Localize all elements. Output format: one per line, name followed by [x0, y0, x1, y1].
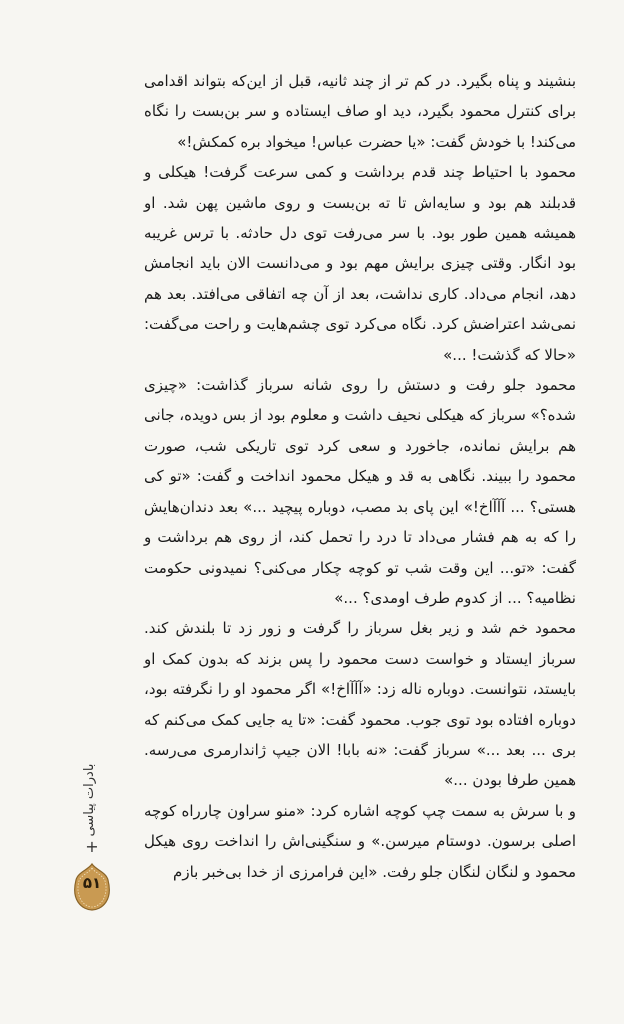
paragraph-3: محمود جلو رفت و دستش را روی شانه سرباز گذاشت: «چیزی شده؟» سرباز که هیکلی نحیف داشت و معلوم بود از بس دویده، جانی هم برایش نمانده، جاخورد و سعی کرد توی تاریکی شب، صورت محمود را ببیند. نگاهی به قد و هیکل محمود انداخت و گفت: «تو کی هستی؟ ... آآآاخ!» این پای بد مصب، دوباره پیچید ...» بعد دندان‌هایش را که به هم فشار می‌داد تا درد را تحمل کند، از روی هم برداشت و گفت: «تو... این وقت شب تو کوچه چکار می‌کنی؟ نمیدونی حکومت نظامیه؟ ... از کدوم طرف اومدی؟ ...»: [144, 376, 576, 607]
page-number: ۵۱: [82, 874, 102, 892]
page-number-badge: [72, 862, 112, 912]
paragraph-2: محمود با احتیاط چند قدم برداشت و کمی سرعت گرفت! هیکلی و قدبلند هم بود و سایه‌اش تا ته بن‌بست و روی ماشین پهن شد. او همیشه همین طور بود. با سر می‌رفت توی دل حادثه. با ترس غریبه بود انگار. وقتی چیزی برایش مهم بود و می‌دانست الان باید انجامش دهد، انجام می‌داد. کاری نداشت، بعد از آن چه اتفاقی می‌افتد. بعد هم نمی‌شد اعتراضش کرد. نگاه می‌کرد توی چشم‌هایت و راحت می‌گفت: «حالا که گذشت! ...»: [144, 163, 576, 364]
paragraph-5: و با سرش به سمت چپ کوچه اشاره کرد: «منو سراون چارراه کوچه اصلی برسون. دوستام میرسن.» و سنگینی‌اش را انداخت روی هیکل محمود و لنگان لنگان جلو رفت. «این فرامرزی از خدا بی‌خبر بازم: [144, 801, 576, 881]
running-title: بادرات پیاسی: [82, 763, 97, 837]
plus-icon: +: [85, 837, 99, 856]
body-text: [144, 66, 576, 887]
paragraph-1: بنشیند و پناه بگیرد. در کم تر از چند ثانیه، قبل از این‌که بتواند اقدامی برای کنترل محمود بگیرد، دید او صاف ایستاده و سر بن‌بست را نگاه می‌کند! با خودش گفت: «یا حضرت عباس! میخواد بره کمکش!»: [144, 72, 576, 151]
paragraph-4: محمود خم شد و زیر بغل سرباز را گرفت و زور زد تا بلندش کند. سرباز ایستاد و خواست دست محمود را پس بزند که بدون کمک او بایستد، نتوانست. دوباره ناله زد: «آآآاخ!» اگر محمود او را نگرفته بود، دوباره افتاده بود توی جوب. محمود گفت: «تا یه جایی کمک می‌کنم که بری ... بعد ...» سرباز گفت: «نه بابا! الان جیپ ژاندارمری می‌رسه. همین طرفا بودن ...»: [144, 619, 576, 790]
